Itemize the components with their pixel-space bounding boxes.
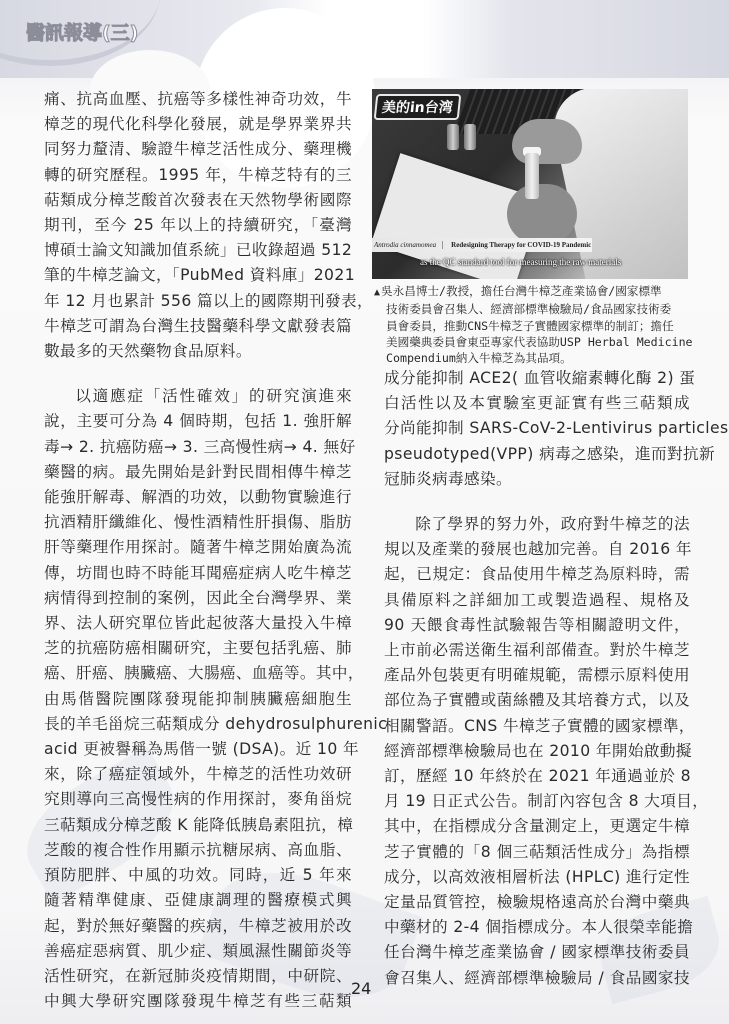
- section-title: 醫訊報導(三): [26, 22, 139, 44]
- photo-vial: [525, 153, 539, 199]
- text-line: 定量品質管控，檢驗規格遠高於台灣中藥典: [384, 893, 690, 912]
- text-line: 筆的牛樟芝論文，「PubMed 資料庫」2021: [44, 266, 356, 285]
- paragraph-gap: [384, 492, 690, 512]
- text-line: 芝的抗癌防癌相關研究，主要包括乳癌、肺: [44, 639, 352, 658]
- text-line: 規以及產業的發展也越加完善。自 2016 年: [384, 540, 692, 559]
- text-line: 成分能抑制 ACE2( 血管收縮素轉化酶 2) 蛋: [384, 369, 696, 387]
- text-line: 由馬偕醫院團隊發現能抑制胰臟癌細胞生: [44, 689, 352, 708]
- right-text-column: [384, 366, 729, 991]
- text-line: 白活性以及本實驗室更証實有些三萜類成: [384, 394, 690, 413]
- text-line: 傳，坊間也時不時能耳聞癌症病人吃牛樟芝: [44, 563, 352, 582]
- text-line: 預防肥胖、中風的功效。同時，近 5 年來: [44, 866, 352, 885]
- caption-line: [374, 283, 690, 301]
- text-line: 月 19 日正式公告。制訂內容包含 8 大項目，: [384, 792, 709, 811]
- text-line: 能強肝解毒、解酒的功效，以動物實驗進行: [44, 488, 352, 507]
- paragraph: [44, 87, 373, 364]
- article-photo: [372, 89, 688, 279]
- text-line: 起，已規定：食品使用牛樟芝為原料時，需: [384, 565, 690, 584]
- text-line: 三萜類成分樟芝酸 K 能降低胰島素阻抗，樟: [44, 815, 354, 834]
- lower-third-tag: Antrodia cinnamomea: [372, 241, 443, 249]
- photo-bottle: [464, 124, 476, 150]
- paragraph: [384, 366, 729, 492]
- text-line: 中興大學研究團隊發現牛樟芝有些三萜類: [44, 992, 352, 1011]
- paragraph-gap: [44, 364, 352, 384]
- text-line: 肝等藥理作用探討。隨著牛樟芝開始廣為流: [44, 538, 352, 557]
- text-line: pseudotyped(VPP) 病毒之感染，進而對抗新: [384, 444, 716, 463]
- photo-hand: [507, 184, 577, 244]
- text-line: 經濟部標準檢驗局也在 2010 年開始啟動擬: [384, 741, 692, 760]
- text-line: 隨著精準健康、亞健康調理的醫療模式興: [44, 891, 352, 910]
- text-line: 牛樟芝可謂為台灣生技醫藥科學文獻發表篇: [44, 316, 352, 335]
- text-line: 究則導向三高慢性病的作用探討，麥角甾烷: [44, 790, 352, 809]
- photo-caption: [374, 283, 693, 366]
- text-line: 成分，以高效液相層析法 (HPLC) 進行定性: [384, 867, 690, 886]
- text-line: 痛、抗高血壓、抗癌等多樣性神奇功效，牛: [44, 90, 352, 108]
- text-line: 數最多的天然藥物食品原料。: [44, 342, 252, 361]
- text-line: 上市前必需送衛生福利部備查。對於牛樟芝: [384, 641, 690, 660]
- text-line: 癌、肝癌、胰臟癌、大腸癌、血癌等。其中，: [44, 664, 364, 683]
- text-line: 善癌症惡病質、肌少症、類風濕性關節炎等: [44, 941, 352, 960]
- text-line: 起，對於無好藥醫的疾病，牛樟芝被用於改: [44, 916, 352, 935]
- text-line: 具備原料之詳細加工或製造過程、規格及: [384, 590, 690, 609]
- text-line: 樟芝的現代化科學化發展，就是學界業界共: [44, 115, 352, 134]
- paragraph: [384, 512, 709, 991]
- text-line: 抗酒精肝纖維化、慢性酒精性肝損傷、脂肪: [44, 513, 352, 532]
- text-line: 產品外包裝更有明確規範，需標示原料使用: [384, 666, 690, 685]
- caption-line: Compendium納入牛樟芝為其品項。: [386, 351, 572, 366]
- text-line: 冠肺炎病毒感染。: [384, 469, 512, 488]
- text-line: 期刊，至今 25 年以上的持續研究，「臺灣: [44, 216, 352, 235]
- text-line: acid 更被譽稱為馬偕一號 (DSA)。近 10 年: [44, 740, 359, 759]
- text-line: 部位為子實體或菌絲體及其培養方式，以及: [384, 691, 690, 710]
- text-line: 界、法人研究單位皆此起彼落大量投入牛樟: [44, 614, 352, 633]
- caption-text: 吳永昌博士/教授，擔任台灣牛樟芝產業協會/國家標準: [381, 284, 662, 298]
- page-number: 24: [351, 979, 372, 998]
- text-line: 以適應症「活性確效」的研究演進來: [75, 387, 352, 406]
- text-line: 轉的研究歷程。1995 年，牛樟芝特有的三: [44, 165, 352, 184]
- text-line: 長的羊毛甾烷三萜類成分 dehydrosulphurenic: [44, 714, 388, 733]
- text-line: 除了學界的努力外，政府對牛樟芝的法: [415, 515, 690, 534]
- text-line: 來，除了癌症領域外，牛樟芝的活性功效研: [44, 765, 352, 784]
- text-line: 芝子實體的「8 個三萜類活性成分」為指標: [384, 842, 690, 861]
- text-line: 藥醫的病。最先開始是針對民間相傳牛樟芝: [44, 462, 352, 481]
- text-line: 90 天餵食毒性試驗報告等相關證明文件，: [384, 615, 690, 634]
- text-line: 其中，在指標成分含量測定上，更選定牛樟: [384, 817, 690, 836]
- caption-line: 員會委員，推動CNS牛樟芝子實體國家標準的制訂；擔任: [386, 318, 674, 333]
- video-lower-third: [372, 238, 592, 252]
- photo-hand: [512, 119, 582, 164]
- photo-bottle: [447, 124, 459, 150]
- text-line: 任台灣牛樟芝產業協會 / 國家標準技術委員: [384, 943, 690, 962]
- tv-logo: 美的in台湾: [374, 94, 461, 120]
- text-line: 芝酸的複合性作用顯示抗糖尿病、高血脂、: [44, 840, 352, 859]
- text-line: 相關警語。CNS 牛樟芝子實體的國家標準，: [384, 716, 695, 735]
- text-line: 病情得到控制的案例，因此全台灣學界、業: [44, 588, 352, 607]
- text-line: 訂，歷經 10 年終於在 2021 年通過並於 8: [384, 767, 691, 786]
- text-line: 年 12 月也累計 556 篇以上的國際期刊發表，: [44, 291, 373, 310]
- text-line: 說，主要可分為 4 個時期，包括 1. 強肝解: [44, 412, 352, 431]
- lower-third-title: Redesigning Therapy for COVID-19 Pandemic: [451, 241, 592, 249]
- caption-line: 技術委員會召集人、經濟部標準檢驗局/食品國家技術委: [386, 302, 672, 317]
- text-line: 博碩士論文知識加值系統」已收錄超過 512: [44, 241, 353, 260]
- text-line: 活性研究，在新冠肺炎疫情期間，中研院、: [44, 966, 352, 985]
- text-line: 同努力釐清、驗證牛樟芝活性成分、藥理機: [44, 140, 352, 159]
- triangle-marker-icon: ▲: [374, 287, 381, 298]
- caption-line: 美國藥典委員會東亞專家代表協助USP Herbal Medicine: [386, 334, 693, 349]
- text-line: 毒→ 2. 抗癌防癌→ 3. 三高慢性病→ 4. 無好: [44, 437, 356, 456]
- video-subtitle: as the QC standard tool for measuring the raw materials: [420, 257, 622, 267]
- text-line: 萜類成分樟芝酸首次發表在天然物學術國際: [44, 190, 352, 209]
- text-line: 分尚能抑制 SARS-CoV-2-Lentivirus particles: [384, 419, 729, 438]
- header-band: [0, 0, 729, 78]
- text-line: 會召集人、經濟部標準檢驗局 / 食品國家技: [384, 968, 690, 987]
- text-line: 中藥材的 2-4 個指標成分。本人很榮幸能擔: [384, 918, 694, 937]
